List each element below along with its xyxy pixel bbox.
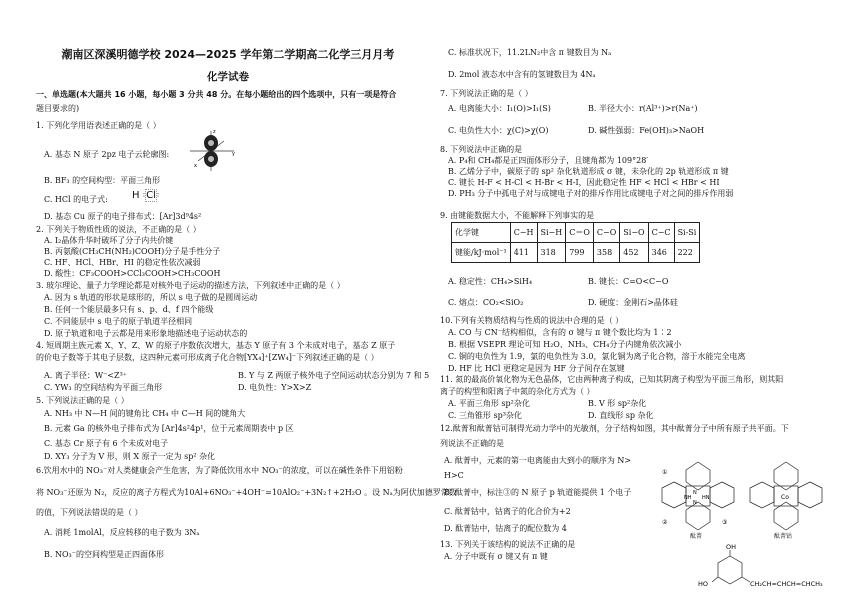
q1-option-b: B. BF₃ 的空间构型：平面三角形 (44, 176, 161, 185)
q2-option-a: A. I₂晶体升华时破坏了分子内共价键 (44, 236, 174, 245)
q12-option-c: C. 酞菁钴中，钴离子的化合价为+2 (444, 507, 571, 516)
q7-option-d: D. 碱性强弱：Fe(OH)₃>NaOH (588, 126, 705, 135)
q5-stem: 5. 下列说法正确的是（ ） (36, 396, 129, 405)
q4-option-c: C. YW₃ 的空间结构为平面三角形 (44, 383, 163, 392)
q10-option-d: D. HF 比 HCl 更稳定是因为 HF 分子间存在氢键 (448, 364, 625, 373)
exam-title: 潮南区深溪明德学校 2024—2025 学年第二学期高二化学三月月考 (61, 48, 395, 61)
p-orbital-figure (186, 127, 238, 173)
q5-option-b: B. 元素 Ga 的核外电子排布式为 [Ar]4s²4p¹，位于元素周期表中 p 区 (44, 424, 294, 433)
q2-option-d: D. 酸性：CF₃COOH>CCl₃COOH>CH₃COOH (44, 269, 221, 278)
oh-label: OH (726, 543, 737, 551)
q3-option-d: D. 原子轨道和电子云都是用来形象地描述电子运动状态的 (44, 329, 248, 338)
q12-stem-cont: 列说法不正确的是 (440, 439, 504, 448)
q6-option-a: A. 消耗 1molAl，反应转移的电子数为 3Nₐ (44, 528, 200, 537)
table-cell: C−C (648, 223, 674, 243)
q10-stem: 10.下列有关物质结构与性质的说法中合理的是（ ） (440, 316, 624, 325)
cobalt-phthalocyanine-figure (748, 452, 824, 540)
q6-stem-end: 的值，下列说法错误的是（ ） (36, 508, 143, 517)
hcl-cl: Cl (146, 190, 156, 201)
pc-atom-hn: HN (702, 495, 710, 501)
table-cell: C−O (593, 223, 619, 243)
q5-option-d: D. XY₃ 分子为 V 形，则 X 原子一定为 sp² 杂化 (44, 452, 216, 461)
table-cell: 222 (674, 243, 700, 263)
q6-stem: 6.饮用水中的 NO₃⁻对人类健康会产生危害，为了降低饮用水中 NO₃⁻的浓度，可以在碱性条件下用铝粉 (36, 466, 403, 475)
q7-option-c: C. 电负性大小：χ(C)>χ(O) (448, 126, 549, 135)
q4-stem: 4. 短周期主族元素 X、Y、Z、W 的原子序数依次增大，基态 Y 原子有 3 个未成对电子，基态 Z 原子 (36, 341, 396, 350)
q6-option-d: D. 2mol 液态水中含有的氢键数目为 4Nₐ (448, 70, 596, 79)
q2-option-b: B. 丙氨酸(CH₃CH(NH₂)COOH)分子是手性分子 (44, 247, 221, 256)
q11-option-b: B. V 形 sp²杂化 (588, 399, 647, 408)
q5-option-c: C. 基态 Cr 原子有 6 个未成对电子 (44, 439, 169, 448)
mark-2: ② (662, 519, 668, 526)
q11-stem: 11. 氮的最高价氧化物为无色晶体，它由两种离子构成，已知其阴离子构型为平面三角形，则其阳 (440, 375, 784, 384)
table-cell: Si-Si (674, 223, 700, 243)
q4-option-d: D. 电负性：Y>X>Z (238, 383, 312, 392)
q10-option-b: B. 根据 VSEPR 理论可知 H₂O、NH₃、CH₄分子内键角依次减小 (448, 340, 682, 349)
table-cell: 411 (510, 243, 537, 263)
q8-option-d: D. PH₃ 分子中孤电子对与成键电子对的排斥作用比成键电子对之间的排斥作用弱 (448, 189, 734, 198)
q1-option-c: C. HCl 的电子式: (44, 195, 108, 204)
axis-label-x: x (194, 163, 197, 169)
q9-option-b: B. 键长：C=O<C−O (588, 277, 669, 286)
table-cell: 346 (648, 243, 674, 263)
hcl-h: H (132, 190, 140, 201)
q5-option-a: A. NH₃ 中 N—H 间的键角比 CH₄ 中 C—H 间的键角大 (44, 409, 246, 418)
table-cell: C−H (510, 223, 537, 243)
pc-label: 酞菁 (690, 533, 703, 540)
q6-stem-cont: 将 NO₃⁻还原为 N₂，反应的离子方程式为10Al+6NO₃⁻+4OH⁻=10AlO₂⁻+3N₂↑+2H₂O 。设 Nₐ为阿伏加德罗常数 (36, 488, 457, 497)
side-chain-label: CH₂CH=CHCH=CHCH₃ (750, 580, 823, 588)
section-heading-cont: 题目要求的) (36, 104, 80, 113)
table-cell: 键能/kJ·mol⁻¹ (452, 243, 511, 263)
ho-label: HO (698, 580, 709, 588)
table-cell: 318 (537, 243, 566, 263)
q9-option-d: D. 硬度：金刚石>晶体硅 (588, 298, 678, 307)
q11-option-a: A. 平面三角形 sp²杂化 (448, 399, 530, 408)
co-atom: Co (781, 494, 789, 501)
q9-stem: 9. 由键能数据大小，不能解释下列事实的是 (440, 211, 595, 220)
table-row (452, 243, 700, 263)
q10-option-c: C. 铜的电负性为 1.9，氯的电负性为 3.0，氯化铜为离子化合物，溶于水能完全电离 (448, 352, 746, 361)
hcl-electron-dot: H :Cl: (132, 190, 160, 201)
table-cell: 化学键 (452, 223, 511, 243)
bond-energy-table (451, 222, 700, 263)
mark-1: ① (662, 469, 668, 476)
table-cell: 358 (593, 243, 619, 263)
q13-stem: 13. 下列关于该结构的说法不正确的是 (440, 540, 576, 549)
q1-stem: 1. 下列化学用语表述正确的是（ ） (36, 121, 161, 130)
pc-atom-n1: N (693, 490, 697, 496)
q3-option-c: C. 不同能层中 s 电子的原子轨道半径相同 (44, 317, 193, 326)
q6-option-b: B. NO₃⁻的空间构型是正四面体形 (44, 550, 164, 559)
table-cell: 799 (566, 243, 594, 263)
q2-option-c: C. HF、HCl、HBr、HI 的稳定性依次减弱 (44, 258, 201, 267)
table-cell: Si−H (537, 223, 566, 243)
q1-option-a: A. 基态 N 原子 2pz 电子云轮廓图: (44, 150, 170, 159)
q7-stem: 7. 下列说法正确的是（ ） (440, 89, 533, 98)
q6-option-c: C. 标准状况下，11.2LN₂中含 π 键数目为 Nₐ (448, 48, 612, 57)
q4-option-a: A. 离子半径：W⁻<Z³⁺ (44, 371, 127, 380)
copc-label: 酞菁钴 (774, 533, 793, 540)
axis-label-y: y (232, 151, 235, 157)
q8-option-a: A. P₄和 CH₄都是正四面体形分子，且键角都为 109°28′ (448, 156, 649, 165)
table-header-row (452, 223, 700, 243)
q11-stem-cont: 离子的构型和阳离子中氮的杂化方式为（ ） (440, 387, 595, 396)
table-cell: 452 (620, 243, 648, 263)
exam-subtitle: 化学试卷 (207, 71, 249, 83)
q7-option-b: B. 半径大小：r(Al³⁺)>r(Na⁺) (588, 104, 698, 113)
q12-stem: 12.酞菁和酞菁钴可制得光动力学中的光敏剂，分子结构如图，其中酞菁分子中所有原子共平面。下 (440, 424, 789, 433)
q8-stem: 8. 下列说法中正确的是 (440, 145, 523, 154)
table-cell: Si−O (620, 223, 648, 243)
q4-stem-cont: 的价电子数等于其电子层数，这四种元素可形成离子化合物[YX₄]⁺[ZW₄]⁻下列叙述正确的是（ ） (36, 353, 379, 362)
q11-option-d: D. 直线形 sp 杂化 (588, 411, 654, 420)
mark-3: ③ (722, 519, 728, 526)
q3-stem: 3. 玻尔理论、量子力学理论都是对核外电子运动的描述方法，下列叙述中正确的是（ ） (36, 281, 345, 290)
q2-stem: 2. 下列关于物质性质的说法，不正确的是（ ） (36, 225, 201, 234)
section-heading: 一、单选题(本大题共 16 小题，每小题 3 分共 48 分。在每小题给出的四个选项中，只有一项是符合 (36, 90, 397, 99)
pc-atom-nh: NH (684, 495, 692, 501)
table-cell: C＝O (566, 223, 594, 243)
q13-option-a: A. 分子中既有 σ 键又有 π 键 (444, 552, 548, 561)
q10-option-a: A. CO 与 CN⁻结构相似，含有的 σ 键与 π 键个数比均为 1∶2 (448, 328, 672, 337)
q3-option-b: B. 任何一个能层最多只有 s、p、d、f 四个能级 (44, 305, 214, 314)
q11-option-c: C. 三角锥形 sp³杂化 (448, 411, 522, 420)
pc-atom-n2: N (693, 500, 697, 506)
q7-option-a: A. 电离能大小：I₁(O)>I₁(S) (448, 104, 551, 113)
axis-label-z: z (213, 129, 216, 135)
q3-option-a: A. 因为 s 轨道的形状是球形的，所以 s 电子做的是圆周运动 (44, 293, 258, 302)
q1-option-d: D. 基态 Cu 原子的电子排布式：[Ar]3d⁹4s² (44, 212, 202, 221)
q12-option-d: D. 酞菁钴中，钴离子的配位数为 4 (444, 524, 567, 533)
phthalocyanine-figure (660, 452, 736, 540)
q9-option-a: A. 稳定性：CH₄>SiH₄ (448, 277, 533, 286)
q8-option-b: B. 乙烯分子中，碳原子的 sp² 杂化轨道形成 σ 键，未杂化的 2p 轨道形成 π 键 (448, 167, 729, 176)
q12-option-b: B. 酞菁中，标注③的 N 原子 p 轨道能提供 1 个电子 (444, 488, 632, 497)
q12-option-a-cont: H>C (444, 471, 464, 480)
q9-option-c: C. 熔点：CO₂<SiO₂ (448, 298, 524, 307)
q4-option-b: B. Y 与 Z 两原子核外电子空间运动状态分别为 7 和 5 (238, 371, 430, 380)
q13-molecule-figure (694, 542, 824, 604)
q8-option-c: C. 键长 H-F < H-Cl < H-Br < H-I，因此稳定性 HF < HCl < HBr < HI (448, 178, 720, 187)
q12-option-a: A. 酞菁中，元素的第一电离能由大到小的顺序为 N> (444, 456, 632, 465)
